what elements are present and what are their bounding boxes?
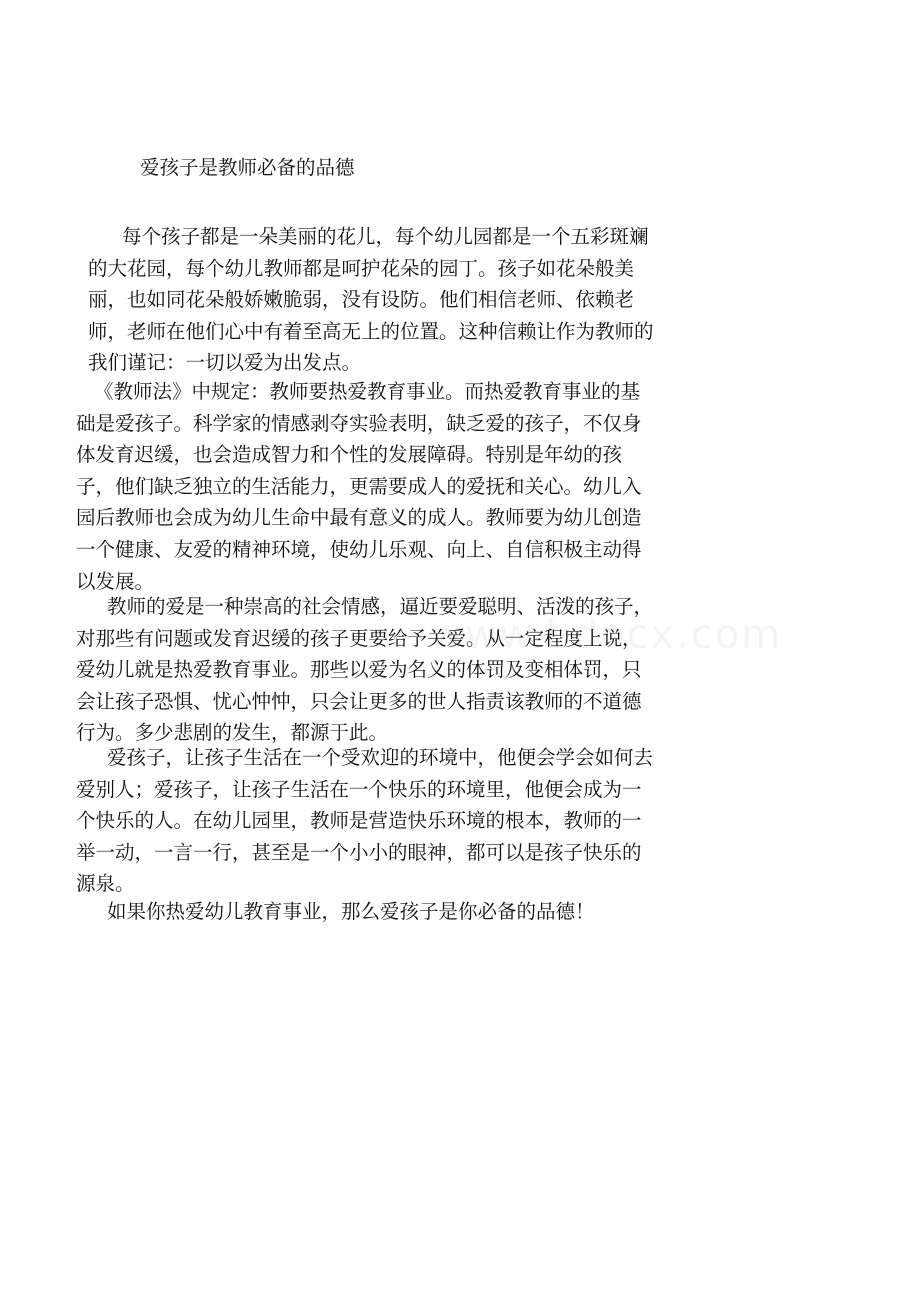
- paragraph-line: 会让孩子恐惧、忧心忡忡，只会让更多的世人指责该教师的不道德: [76, 689, 642, 713]
- paragraph-line: 师，老师在他们心中有着至高无上的位置。这种信赖让作为教师的: [88, 319, 654, 343]
- paragraph-line: 如果你热爱幼儿教育事业，那么爱孩子是你必备的品德！: [107, 900, 595, 923]
- paragraph-line: 举一动，一言一行，甚至是一个小小的眼神，都可以是孩子快乐的: [76, 840, 642, 864]
- paragraph-line: 教师的爱是一种崇高的社会情感，逼近要爱聪明、活泼的孩子，: [107, 595, 654, 618]
- paragraph-line: 一个健康、友爱的精神环境，使幼儿乐观、向上、自信积极主动得: [76, 537, 642, 561]
- paragraph-line: 子，他们缺乏独立的生活能力，更需要成人的爱抚和关心。幼儿入: [76, 474, 642, 498]
- paragraph-line: 以发展。: [76, 569, 155, 593]
- paragraph-line: 园后教师也会成为幼儿生命中最有意义的成人。教师要为幼儿创造: [76, 506, 642, 530]
- paragraph-line: 础是爱孩子。科学家的情感剥夺实验表明，缺乏爱的孩子，不仅身: [76, 411, 642, 435]
- paragraph-2: [76, 376, 642, 597]
- paragraph-line: 爱别人；爱孩子，让孩子生活在一个快乐的环境里，他便会成为一: [76, 777, 642, 801]
- paragraph-line: 每个孩子都是一朵美丽的花儿，每个幼儿园都是一个五彩斑斓: [122, 225, 649, 248]
- paragraph-4: [76, 742, 653, 900]
- paragraph-line: 体发育迟缓，也会造成智力和个性的发展障碍。特别是年幼的孩: [76, 443, 623, 467]
- paragraph-line: 我们谨记：一切以爱为出发点。: [88, 351, 362, 375]
- paragraph-line: 行为。多少悲剧的发生，都源于此。: [76, 721, 389, 745]
- paragraph-1: [88, 221, 654, 379]
- paragraph-line: 爱孩子，让孩子生活在一个受欢迎的环境中，他便会学会如何去: [107, 746, 654, 769]
- paragraph-line: 个快乐的人。在幼儿园里，教师是营造快乐环境的根本，教师的一: [76, 809, 642, 833]
- paragraph-line: 爱幼儿就是热爱教育事业。那些以爱为名义的体罚及变相体罚，只: [76, 658, 642, 682]
- paragraph-line: 对那些有问题或发育迟缓的孩子更要给予关爱。从一定程度上说，: [76, 626, 642, 650]
- document-title: 爱孩子是教师必备的品德: [140, 156, 355, 179]
- paragraph-line: 丽，也如同花朵般娇嫩脆弱，没有设防。他们相信老师、依赖老: [88, 288, 635, 312]
- paragraph-3: [76, 591, 653, 749]
- paragraph-line: 的大花园，每个幼儿教师都是呵护花朵的园丁。孩子如花朵般美: [88, 256, 635, 280]
- paragraph-line: 源泉。: [76, 872, 135, 896]
- paragraph-line: 《教师法》中规定：教师要热爱教育事业。而热爱教育事业的基: [94, 380, 641, 403]
- paragraph-5: [76, 896, 595, 928]
